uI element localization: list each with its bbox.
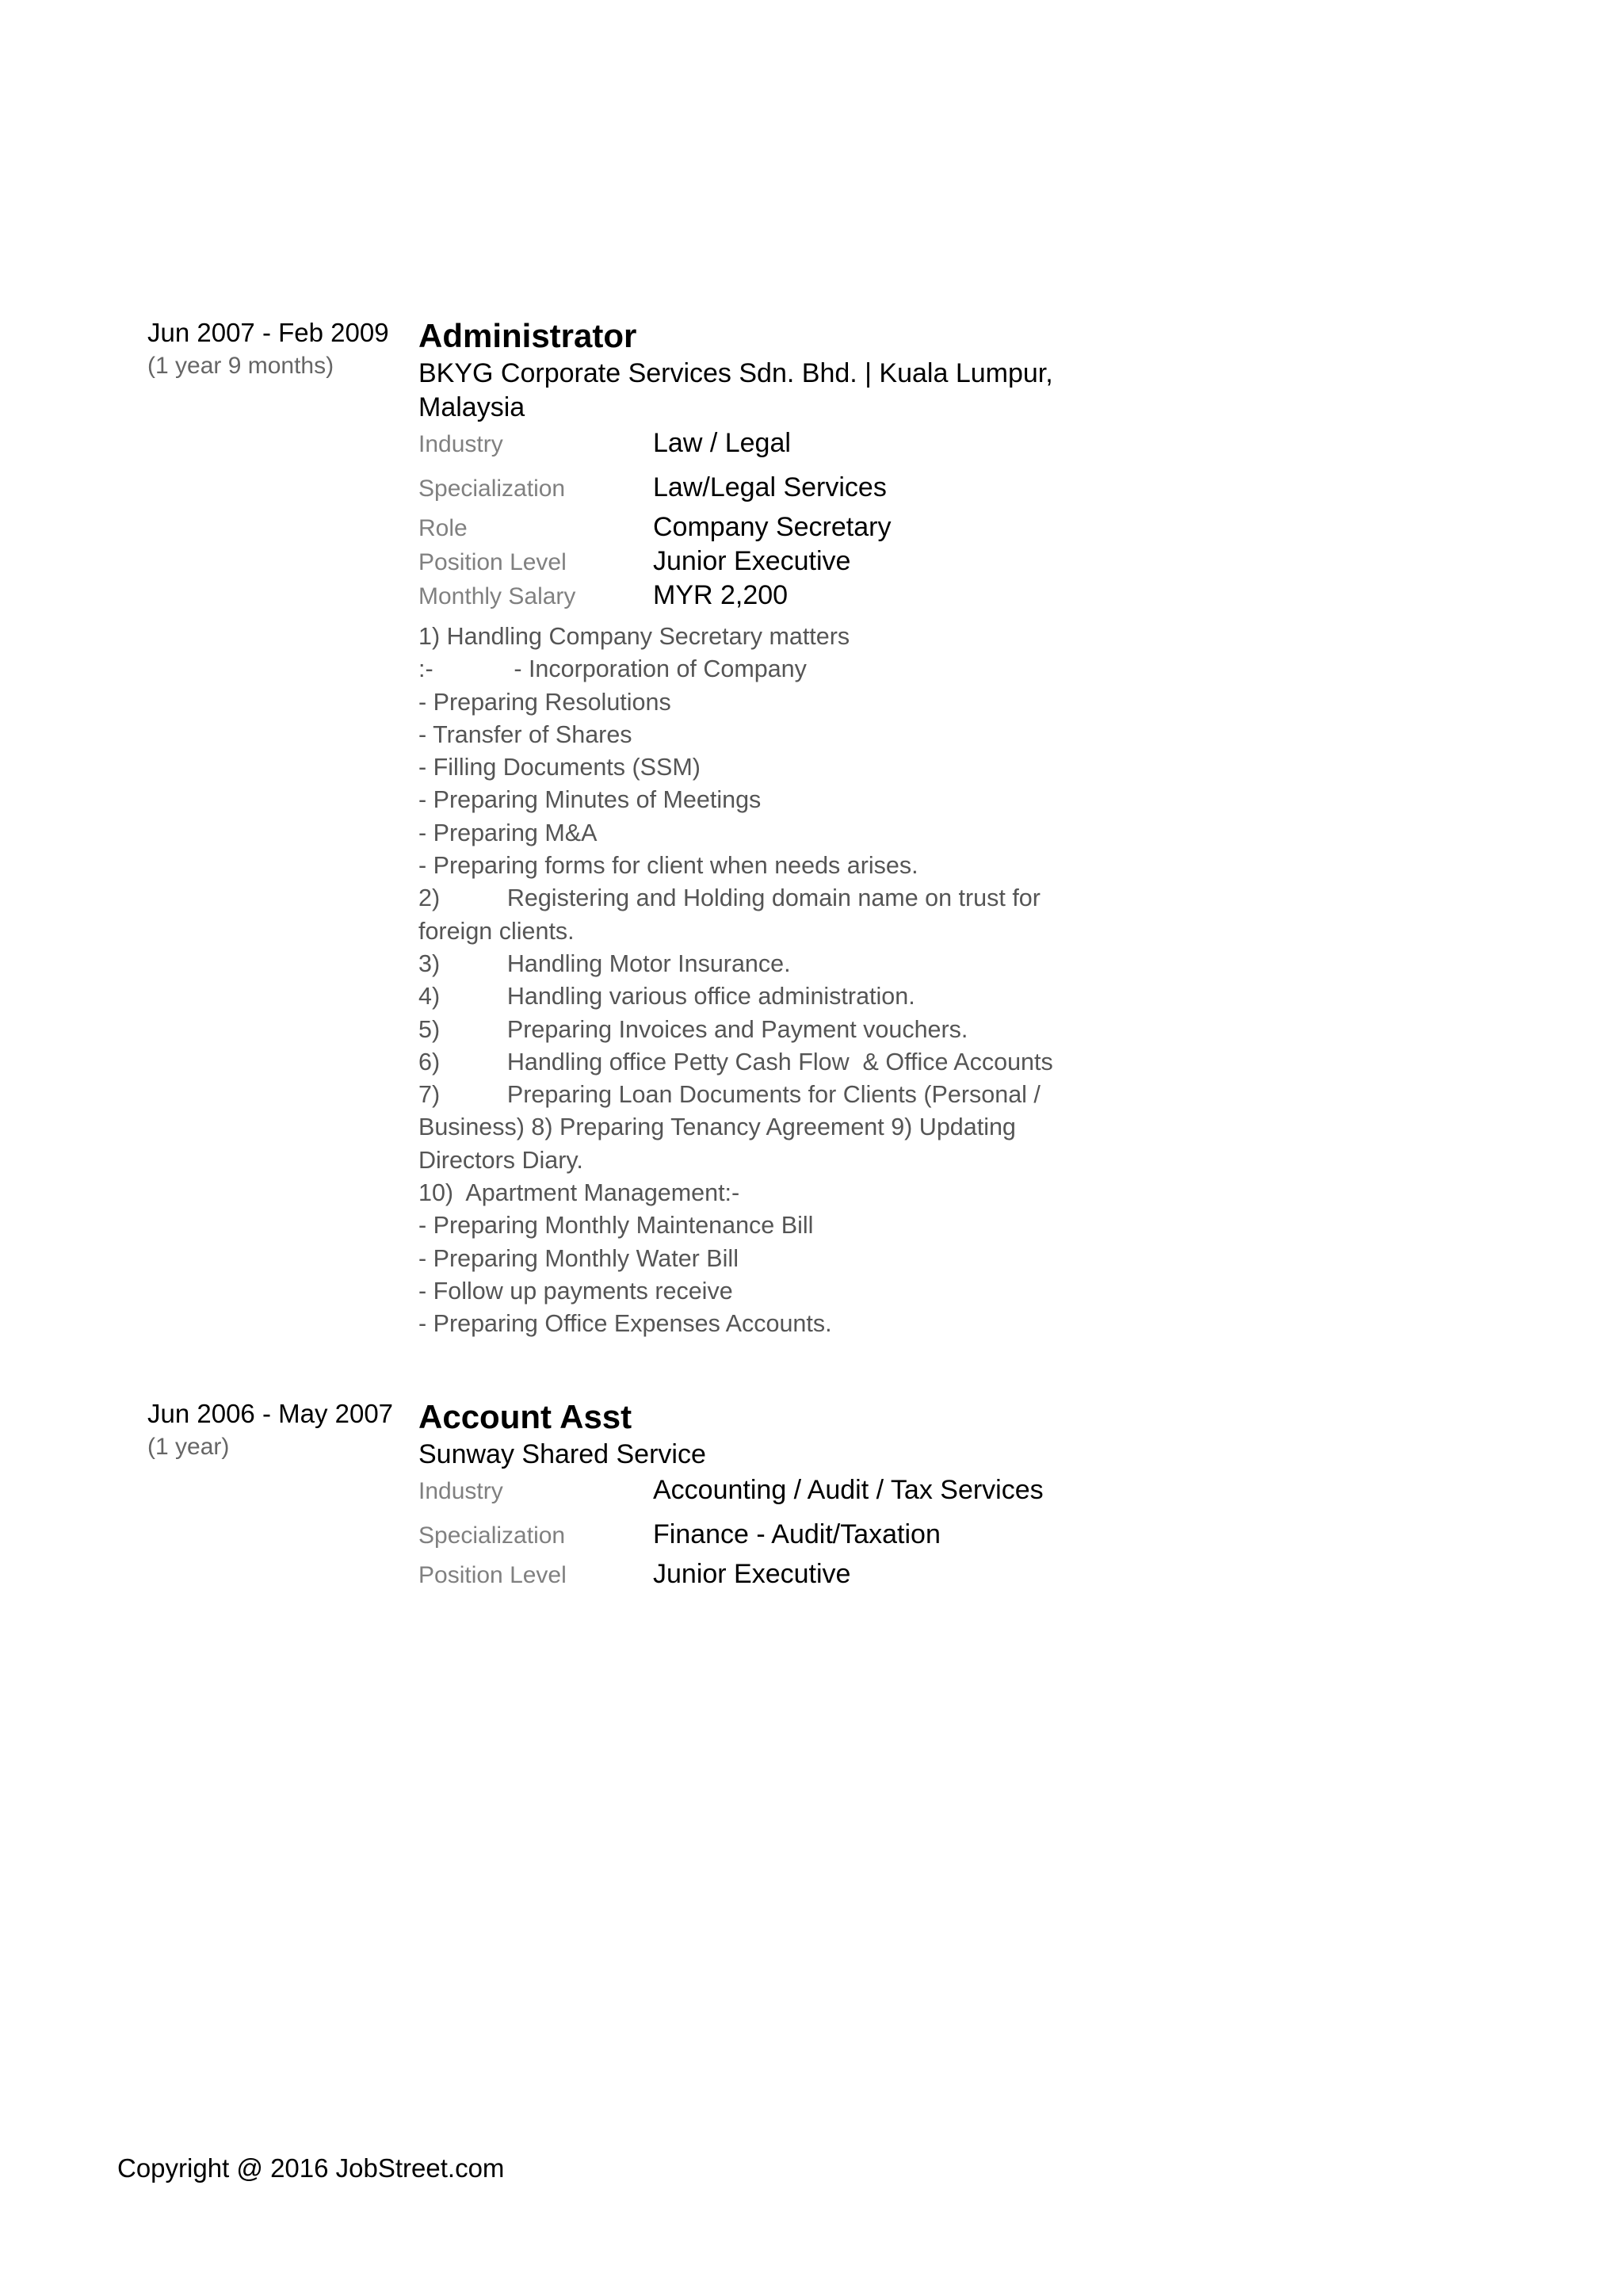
description-line: 2) Registering and Holding domain name on trust for <box>418 884 1041 912</box>
fact-value: Finance - Audit/Taxation <box>653 1519 941 1549</box>
fact-label: Specialization <box>418 1522 566 1549</box>
description-line: 3) Handling Motor Insurance. <box>418 949 791 977</box>
fact-value: MYR 2,200 <box>653 580 789 610</box>
copyright-footer: Copyright @ 2016 JobStreet.com <box>117 2153 505 2183</box>
fact-row-specialization <box>418 472 1100 512</box>
description-line: 7) Preparing Loan Documents for Clients (Personal / <box>418 1081 1041 1109</box>
employment-period: Jun 2007 - Feb 2009 <box>147 318 389 347</box>
fact-value: Junior Executive <box>653 546 851 576</box>
description-line: - Preparing Monthly Maintenance Bill <box>418 1212 814 1240</box>
period-column <box>147 1396 409 1463</box>
fact-label: Specialization <box>418 476 566 502</box>
fact-value: Law / Legal <box>653 428 791 458</box>
job-details <box>418 315 1100 1341</box>
description-line: 6) Handling office Petty Cash Flow & Office Accounts <box>418 1048 1053 1075</box>
fact-value: Law/Legal Services <box>653 472 887 502</box>
fact-value: Junior Executive <box>653 1559 851 1589</box>
description-line: - Preparing forms for client when needs arises. <box>418 852 918 880</box>
period-column <box>147 315 409 382</box>
job-description <box>418 621 1084 1341</box>
job-facts <box>418 1475 1100 1593</box>
description-line: 10) Apartment Management:- <box>418 1179 740 1207</box>
description-line: - Preparing M&A <box>418 819 598 846</box>
description-line: - Follow up payments receive <box>418 1277 733 1305</box>
company-name: Sunway Shared Service <box>418 1439 706 1469</box>
fact-row-industry <box>418 1475 1100 1519</box>
description-line: 5) Preparing Invoices and Payment vouchers. <box>418 1015 968 1043</box>
fact-label: Industry <box>418 431 503 457</box>
description-line: Directors Diary. <box>418 1146 583 1174</box>
fact-row-monthly-salary <box>418 580 1100 614</box>
description-line: - Preparing Office Expenses Accounts. <box>418 1310 832 1338</box>
fact-label: Position Level <box>418 1562 567 1588</box>
company-name: BKYG Corporate Services Sdn. Bhd. | Kuala Lumpur, Malaysia <box>418 358 1053 422</box>
fact-row-industry <box>418 428 1100 472</box>
fact-label: Position Level <box>418 549 567 575</box>
description-line: - Transfer of Shares <box>418 720 632 748</box>
employment-period: Jun 2006 - May 2007 <box>147 1399 394 1428</box>
description-line: :- - Incorporation of Company <box>418 655 807 683</box>
description-line: foreign clients. <box>418 917 575 945</box>
fact-label: Industry <box>418 1478 503 1504</box>
job-details <box>418 1396 1100 1593</box>
job-title: Account Asst <box>418 1398 632 1435</box>
description-line: - Preparing Monthly Water Bill <box>418 1244 739 1272</box>
job-facts <box>418 428 1100 614</box>
employment-duration: (1 year) <box>147 1434 230 1460</box>
fact-value: Company Secretary <box>653 512 892 542</box>
employment-duration: (1 year 9 months) <box>147 353 334 379</box>
fact-row-position-level <box>418 546 1100 580</box>
fact-row-role <box>418 512 1100 546</box>
fact-value: Accounting / Audit / Tax Services <box>653 1475 1044 1505</box>
description-line: - Preparing Resolutions <box>418 688 671 716</box>
fact-row-specialization <box>418 1519 1100 1559</box>
description-line: - Preparing Minutes of Meetings <box>418 786 762 814</box>
description-line: 1) Handling Company Secretary matters <box>418 623 850 650</box>
description-line: Business) 8) Preparing Tenancy Agreement 9) Updating <box>418 1114 1016 1141</box>
description-line: - Filling Documents (SSM) <box>418 754 701 781</box>
fact-label: Monthly Salary <box>418 583 576 609</box>
job-title: Administrator <box>418 317 637 354</box>
fact-row-position-level <box>418 1559 1100 1593</box>
fact-label: Role <box>418 515 468 541</box>
description-line: 4) Handling various office administration. <box>418 983 915 1010</box>
